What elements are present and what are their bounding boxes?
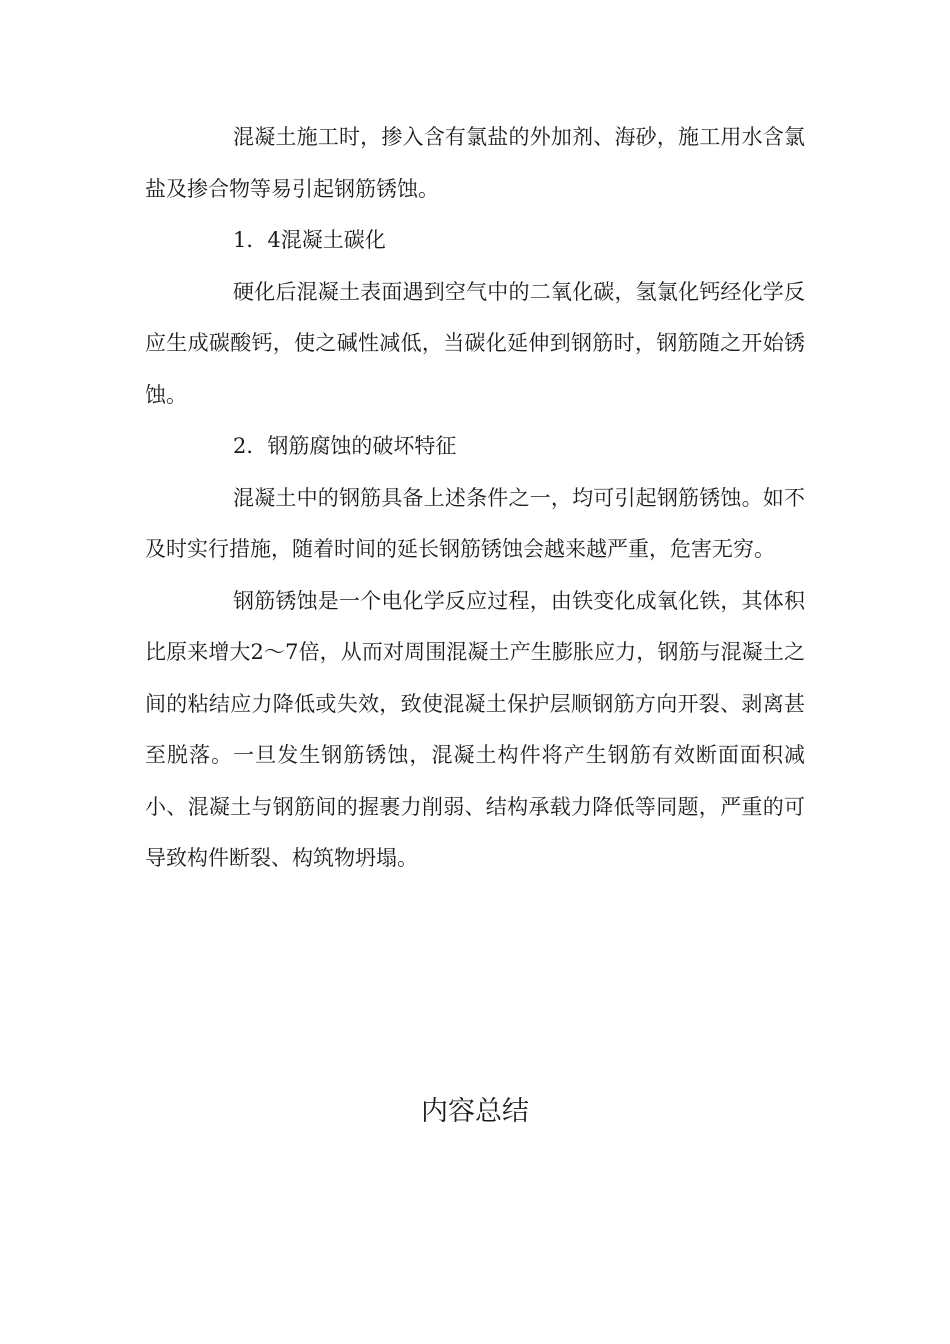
- summary-heading: 内容总结: [421, 1096, 529, 1127]
- section-heading-damage-features: 2．钢筋腐蚀的破坏特征: [233, 434, 457, 458]
- section-heading-carbonation: 1．4混凝土碳化: [233, 228, 386, 252]
- paragraph-conditions: 混凝土中的钢筋具备上述条件之一，均可引起钢筋锈蚀。如不及时实行措施，随着时间的延长钢筋锈蚀会越来越严重，危害无穷。: [145, 485, 805, 561]
- paragraph-chloride: 混凝土施工时，掺入含有氯盐的外加剂、海砂，施工用水含氯盐及掺合物等易引起钢筋锈蚀。: [145, 125, 805, 201]
- paragraph-electrochemical: 钢筋锈蚀是一个电化学反应过程，由铁变化成氧化铁，其体积比原来增大2～7倍，从而对周围混凝土产生膨胀应力，钢筋与混凝土之间的粘结应力降低或失效，致使混凝土保护层顺钢筋方向开裂、剥离甚至脱落。一旦发生钢筋锈蚀，混凝土构件将产生钢筋有效断面面积减小、混凝土与钢筋间的握裹力削弱、结构承载力降低等同题，严重的可导致构件断裂、构筑物坍塌。: [145, 588, 805, 870]
- paragraph-carbonation: 硬化后混凝土表面遇到空气中的二氧化碳，氢氯化钙经化学反应生成碳酸钙，使之碱性减低，当碳化延伸到钢筋时，钢筋随之开始锈蚀。: [145, 279, 805, 407]
- document-body: [145, 112, 805, 885]
